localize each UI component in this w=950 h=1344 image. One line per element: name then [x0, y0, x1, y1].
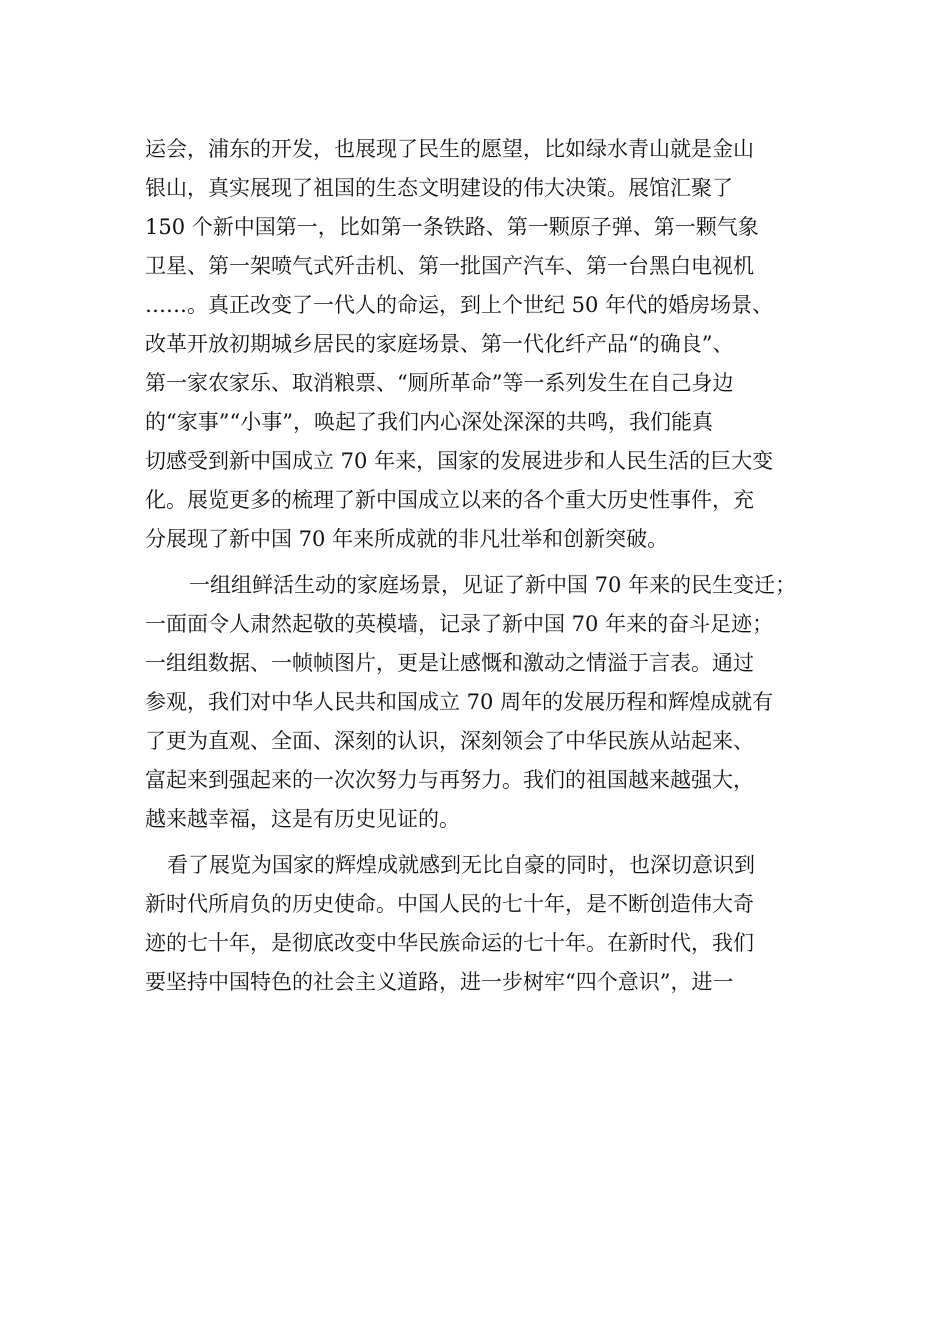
text-line: 的“家事”“小事”，唤起了我们内心深处深深的共鸣，我们能真	[145, 410, 713, 434]
paragraph-3	[145, 846, 815, 1002]
text-line: 150 个新中国第一，比如第一条铁路、第一颗原子弹、第一颗气象	[145, 215, 759, 239]
paragraph-spacer	[145, 839, 815, 846]
text-line: 参观，我们对中华人民共和国成立 70 周年的发展历程和辉煌成就有	[145, 690, 774, 714]
text-line: 了更为直观、全面、深刻的认识，深刻领会了中华民族从站起来、	[145, 729, 754, 753]
text-line: 一组组数据、一帧帧图片，更是让感慨和激动之情溢于言表。通过	[145, 651, 754, 675]
text-line: 富起来到强起来的一次次努力与再努力。我们的祖国越来越强大，	[145, 768, 754, 792]
text-line: 第一家农家乐、取消粮票、“厕所革命”等一系列发生在自己身边	[145, 371, 734, 395]
text-line: 迹的七十年，是彻底改变中华民族命运的七十年。在新时代，我们	[145, 931, 754, 955]
text-line: 一面面令人肃然起敬的英模墙，记录了新中国 70 年来的奋斗足迹；	[145, 612, 774, 636]
text-line: 看了展览为国家的辉煌成就感到无比自豪的同时，也深切意识到	[167, 853, 755, 877]
document-body	[145, 130, 815, 1002]
text-line: 新时代所肩负的历史使命。中国人民的七十年，是不断创造伟大奇	[145, 892, 754, 916]
text-line: 运会，浦东的开发，也展现了民生的愿望，比如绿水青山就是金山	[145, 137, 754, 161]
paragraph-2	[145, 566, 815, 839]
text-line: 化。展览更多的梳理了新中国成立以来的各个重大历史性事件，充	[145, 488, 754, 512]
text-line: 一组组鲜活生动的家庭场景，见证了新中国 70 年来的民生变迁；	[189, 573, 797, 597]
text-line: 切感受到新中国成立 70 年来，国家的发展进步和人民生活的巨大变	[145, 449, 774, 473]
paragraph-1	[145, 130, 815, 559]
text-line: 分展现了新中国 70 年来所成就的非凡壮举和创新突破。	[145, 527, 669, 551]
text-line: 卫星、第一架喷气式歼击机、第一批国产汽车、第一台黑白电视机	[145, 254, 754, 278]
text-line: 改革开放初期城乡居民的家庭场景、第一代化纤产品“的确良”、	[145, 332, 734, 356]
text-line: ……。真正改变了一代人的命运，到上个世纪 50 年代的婚房场景、	[145, 293, 774, 317]
text-line: 要坚持中国特色的社会主义道路，进一步树牢“四个意识”，进一	[145, 970, 734, 994]
text-line: 越来越幸福，这是有历史见证的。	[145, 807, 460, 831]
text-line: 银山，真实展现了祖国的生态文明建设的伟大决策。展馆汇聚了	[145, 176, 733, 200]
paragraph-spacer	[145, 559, 815, 566]
